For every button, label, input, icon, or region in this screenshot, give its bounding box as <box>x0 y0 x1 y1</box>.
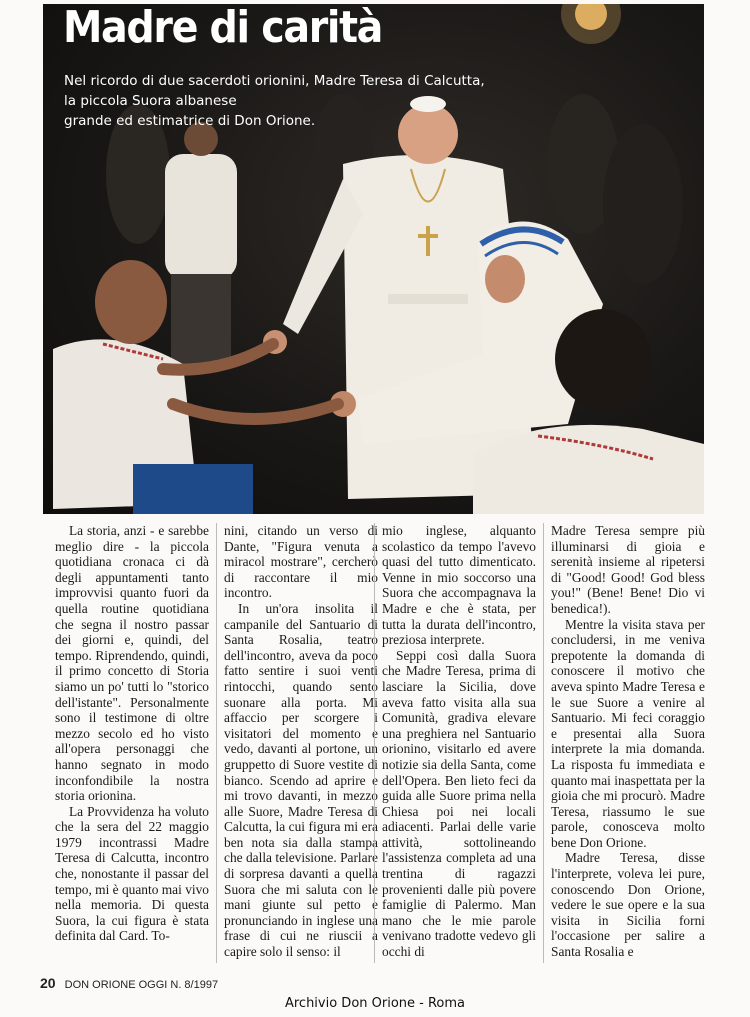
article-subtitle <box>64 71 584 131</box>
subtitle-line: Nel ricordo di due sacerdoti orionini, Madre Teresa di Calcutta, <box>64 73 485 89</box>
paragraph: Madre Teresa sempre più illuminarsi di gioia e serenità insieme al ripetersi di "Good! Good! God bless you!" (Bene! Bene! Dio vi benedica!). <box>551 523 705 616</box>
paragraph: Seppi così dalla Suora che Madre Teresa, prima di lasciare la Sicilia, dove aveva fatto visita alla sua Comunità, gradiva elevare una preghiera nel Santuario orionino, visitarlo ed avere notizie sia della Santa, come dell'Opera. Ben lieto feci da guida alle Suore prima nella Chiesa poi nei locali adiacenti. Parlai delle varie attività, sottolineando l'assistenza completa ad una trentina di ragazzi provenienti dalle più povere famiglie di Palermo. Man mano che le mie parole venivano tradotte vedevo gli occhi di <box>382 647 536 960</box>
text-column-3 <box>382 523 536 963</box>
paragraph: In un'ora insolita il campanile del Santuario di Santa Rosalia, teatro dell'incontro, aveva da poco fatto sentire i suoi venti rintocchi, quando sento suonare alla porta. Mi affaccio per scorgere i visitatori del momento e vedo, davanti al portone, un gruppetto di Suore vestite di bianco. Scendo ad aprire e mi trovo davanti, in mezzo alle Suore, Madre Teresa di Calcutta, la cui figura mi era ben nota sia dalla stampa che dalla televisione. Parlare di sorpresa davanti a quella Suora che mi saluta con le mani giunte sul petto e pronunciando in inglese una frase di cui ne riuscii a capire solo il senso: il <box>224 600 378 960</box>
page-footer <box>40 975 218 991</box>
cover-photograph <box>43 4 704 514</box>
paragraph: nini, citando un verso di Dante, "Figura venuta a miracol mostrare", cercherò di raccontare il mio incontro. <box>224 523 378 601</box>
column-divider <box>216 523 217 963</box>
paragraph: La storia, anzi - e sarebbe meglio dire - la piccola quotidiana cronaca ci dà degli appuntamenti tanto improvvisi quanto fuori da quella routine quotidiana che segna il nostro passar dei giorni e, quindi, del tempo. Riprendendo, quindi, il primo concetto di Storia siamo un po' tutti lo "storico dell'istante". Personalmente sono il testimone di oltre mezzo secolo ed ho visto all'opera personaggi che hanno segnato in modo inconfondibile la nostra storia orionina. <box>55 523 209 804</box>
archive-caption: Archivio Don Orione - Roma <box>284 996 466 1011</box>
paragraph: La Provvidenza ha voluto che la sera del 22 maggio 1979 incontrassi Madre Teresa di Calcutta, incontro che, nonostante il passar del tempo, mi è quanto mai vivo nella memoria. Di questa Suora, la cui figura è stata definita dal Card. To- <box>55 803 209 944</box>
text-column-4 <box>551 523 705 963</box>
text-column-2 <box>224 523 378 963</box>
paragraph: Madre Teresa, disse l'interprete, voleva lei pure, conoscendo Don Orione, vedere le sue opere e la sua visita in Sicilia forni l'occasione per salire a Santa Rosalia e <box>551 850 705 960</box>
page-number: 20 <box>40 975 56 991</box>
paragraph: Mentre la visita stava per concludersi, in me veniva prepotente la domanda di conoscere il motivo che aveva spinto Madre Teresa e le sue Suore a venire al Santuario. Mi feci coraggio e presentai alla Suora interprete la mia domanda. La risposta fu immediata e quanto mai inaspettata per la gioia che mi procurò. Madre Teresa, riassumo le sue parole, conosceva molto bene Don Orione. <box>551 616 705 850</box>
subtitle-line: la piccola Suora albanese <box>64 93 237 109</box>
subtitle-line: grande ed estimatrice di Don Orione. <box>64 113 316 129</box>
text-column-1 <box>55 523 209 963</box>
paragraph: mio inglese, alquanto scolastico da tempo l'avevo quasi del tutto dimenticato. Venne in mio soccorso una Suora che accompagnava la Madre e che è stata, per tutta la durata dell'incontro, preziosa interprete. <box>382 523 536 648</box>
column-divider <box>543 523 544 963</box>
publication-name: DON ORIONE OGGI N. 8/1997 <box>64 979 219 991</box>
column-divider <box>374 523 375 963</box>
article-headline: Madre di carità <box>63 4 383 53</box>
